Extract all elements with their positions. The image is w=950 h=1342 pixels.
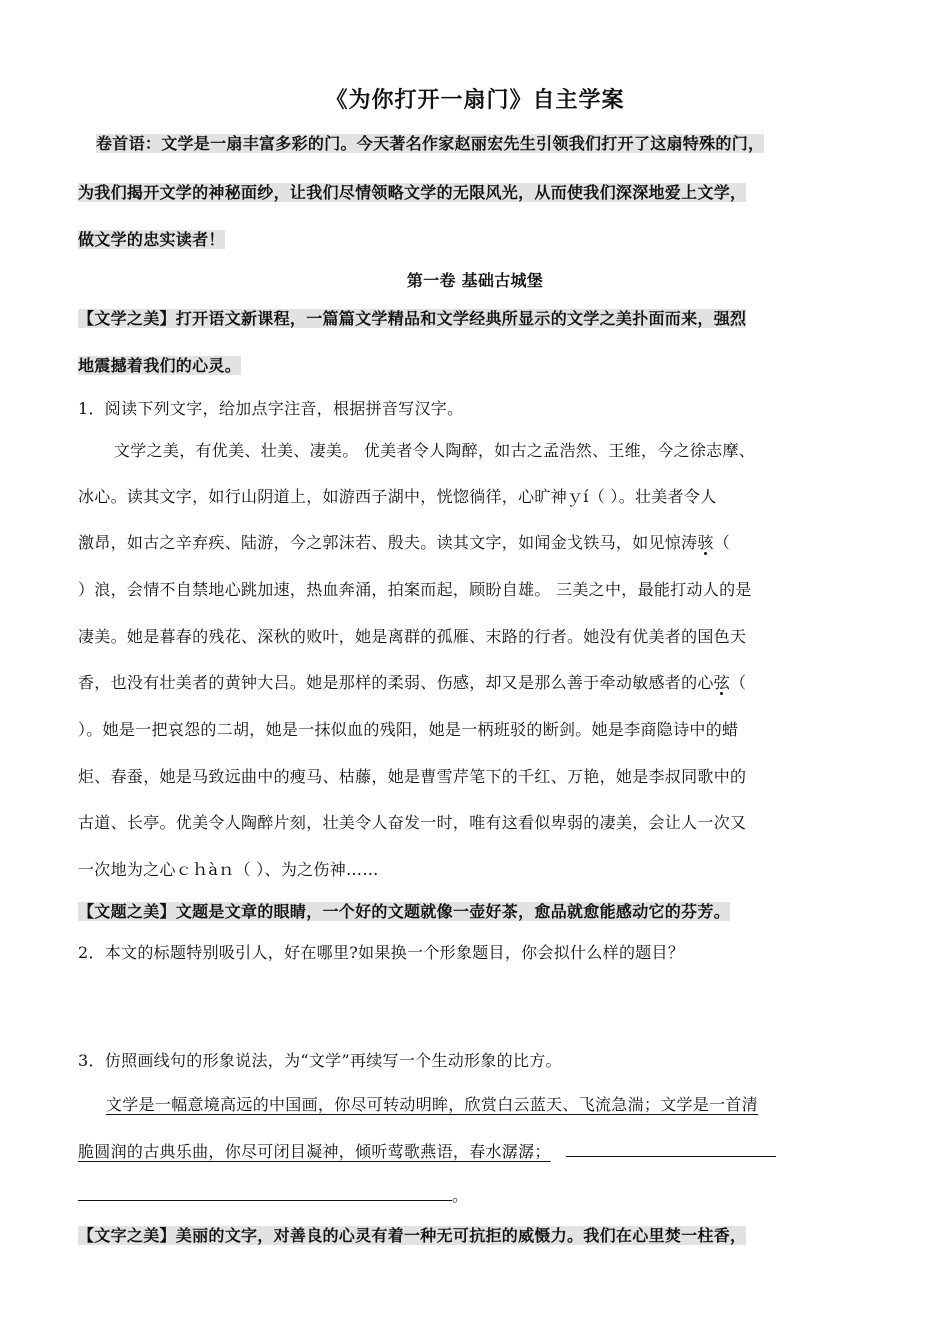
example-line-1: 文学是一幅意境高远的中国画，你尽可转动明眸，欣赏白云蓝天、飞流急湍；文学是一首清 [106,1095,759,1114]
passage-line-3: 激昂，如古之辛弃疾、陆游，今之郭沫若、殷夫。读其文字，如闻金戈铁马，如见惊涛骇（ [78,533,731,552]
question-1-prompt: 1．阅读下列文字，给加点字注音，根据拼音写汉字。 [78,399,464,418]
passage-line-7: ）。她是一把哀怨的二胡，她是一抹似血的残阳，她是一柄班驳的断剑。她是李商隐诗中的蜡 [78,720,739,739]
answer-blank-2[interactable] [78,1182,452,1201]
preface-line-1: 卷首语：文学是一扇丰富多彩的门。今天著名作家赵丽宏先生引领我们打开了这扇特殊的门， [96,134,765,153]
words-beauty-line: 【文字之美】美丽的文字，对善良的心灵有着一种无可抗拒的威慑力。我们在心里焚一柱香， [78,1226,747,1245]
literature-beauty-line-2: 地震撼着我们的心灵。 [78,356,242,375]
dotted-char-hai: 骇 [697,533,714,552]
page-title: 《为你打开一扇门》自主学案 [325,88,625,113]
example-line-2: 脆圆润的古典乐曲，你尽可闭目凝神，倾听莺歌燕语，春水潺潺； [78,1138,878,1165]
title-beauty-line: 【文题之美】文题是文章的眼睛，一个好的文题就像一壶好茶，愈品就愈能感动它的芬芳。 [78,902,731,921]
passage-line-10: 一次地为之心ｃｈàｎ（ ）、为之伤神…… [78,860,379,879]
passage-line-1: 文学之美，有优美、壮美、凄美。 优美者令人陶醉，如古之孟浩然、王维，今之徐志摩、 [114,441,756,460]
passage-line-9: 古道、长亭。优美令人陶醉片刻，壮美令人奋发一时，唯有这看似卑弱的凄美，会让人一次又 [78,813,747,832]
passage-line-2: 冰心。读其文字，如行山阴道上，如游西子湖中，恍惚徜徉，心旷神ｙí（ ）。壮美者令人 [78,487,717,506]
preface-line-3: 做文学的忠实读者！ [78,230,225,249]
passage-line-4: ）浪，会情不自禁地心跳加速，热血奔涌，拍案而起，顾盼自雄。 三美之中，最能打动人的是 [78,580,752,599]
passage-line-6: 香，也没有壮美者的黄钟大吕。她是那样的柔弱、伤感，却又是那么善于牵动敏感者的心弦（ [78,673,747,692]
section-heading: 第一卷 基础古城堡 [406,271,544,290]
passage-line-5: 凄美。她是暮春的残花、深秋的败叶，她是离群的孤雁、末路的行者。她没有优美者的国色天 [78,627,747,646]
passage-line-8: 炬、春蚕，她是马致远曲中的瘦马、枯藤，她是曹雪芹笔下的千红、万艳，她是李叔同歌中的 [78,767,747,786]
dotted-char-xian: 弦 [713,673,731,692]
literature-beauty-line-1: 【文学之美】打开语文新课程，一篇篇文学精品和文学经典所显示的文学之美扑面而来，强烈 [78,309,747,328]
answer-blank-1[interactable] [566,1138,776,1157]
answer-line-2: 。 [78,1182,878,1209]
question-3-prompt: 3．仿照画线句的形象说法，为“文学”再续写一个生动形象的比方。 [78,1051,562,1070]
question-2: 2．本文的标题特别吸引人，好在哪里?如果换一个形象题目，你会拟什么样的题目？ [78,943,685,962]
preface-line-2: 为我们揭开文学的神秘面纱，让我们尽情领略文学的无限风光，从而使我们深深地爱上文学， [78,183,747,202]
